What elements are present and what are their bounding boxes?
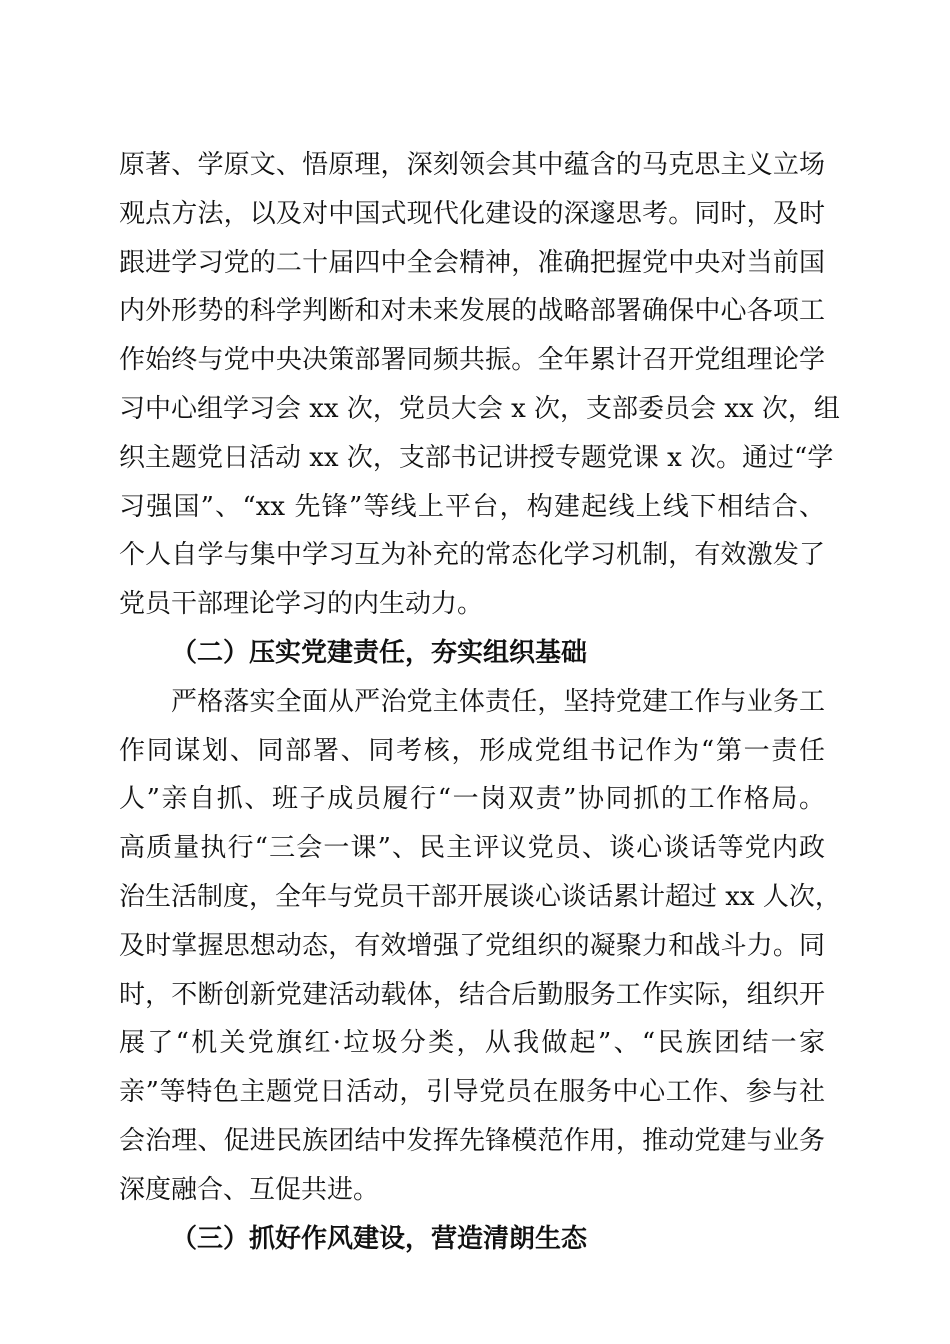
text-line: 深度融合、互促共进。 bbox=[119, 1174, 380, 1205]
text-line: 及时掌握思想动态，有效增强了党组织的凝聚力和战斗力。同 bbox=[119, 930, 825, 961]
paragraph-theory-study bbox=[119, 141, 840, 629]
text-line: 观点方法，以及对中国式现代化建设的深邃思考。同时，及时 bbox=[119, 198, 825, 229]
section-heading-3: （三）抓好作风建设，营造清朗生态 bbox=[171, 1223, 588, 1254]
text-line: 党员干部理论学习的内生动力。 bbox=[119, 589, 484, 620]
text-line: 严格落实全面从严治党主体责任，坚持党建工作与业务工 bbox=[171, 686, 825, 717]
text-line: 人”亲自抓、班子成员履行“一岗双责”协同抓的工作格局。 bbox=[119, 784, 825, 815]
text-line: 习中心组学习会 xx 次，党员大会 x 次，支部委员会 xx 次，组 bbox=[119, 393, 840, 424]
text-line: 展了“机关党旗红·垃圾分类，从我做起”、“民族团结一家 bbox=[119, 1028, 825, 1059]
text-line: 高质量执行“三会一课”、民主评议党员、谈心谈话等党内政 bbox=[119, 833, 825, 864]
text-line: 内外形势的科学判断和对未来发展的战略部署确保中心各项工 bbox=[119, 296, 825, 327]
document-body bbox=[119, 141, 841, 1263]
text-line: 原著、学原文、悟原理，深刻领会其中蕴含的马克思主义立场 bbox=[119, 150, 825, 180]
section-heading-2: （二）压实党建责任，夯实组织基础 bbox=[171, 637, 588, 668]
text-line: 织主题党日活动 xx 次，支部书记讲授专题党课 x 次。通过“学 bbox=[119, 442, 834, 473]
text-line: 作始终与党中央决策部署同频共振。全年累计召开党组理论学 bbox=[119, 345, 825, 376]
text-line: 作同谋划、同部署、同考核，形成党组书记作为“第一责任 bbox=[119, 735, 825, 766]
text-line: 习强国”、“xx 先锋”等线上平台，构建起线上线下相结合、 bbox=[119, 491, 825, 522]
paragraph-party-building bbox=[119, 678, 841, 1215]
text-line: 跟进学习党的二十届四中全会精神，准确把握党中央对当前国 bbox=[119, 247, 825, 278]
text-line: 个人自学与集中学习互为补充的常态化学习机制，有效激发了 bbox=[119, 540, 825, 571]
text-line: 治生活制度，全年与党员干部开展谈心谈话累计超过 xx 人次， bbox=[119, 881, 841, 912]
text-line: 会治理、促进民族团结中发挥先锋模范作用，推动党建与业务 bbox=[119, 1125, 825, 1156]
text-line: 时，不断创新党建活动载体，结合后勤服务工作实际，组织开 bbox=[119, 979, 825, 1010]
text-line: 亲”等特色主题党日活动，引导党员在服务中心工作、参与社 bbox=[119, 1077, 825, 1108]
